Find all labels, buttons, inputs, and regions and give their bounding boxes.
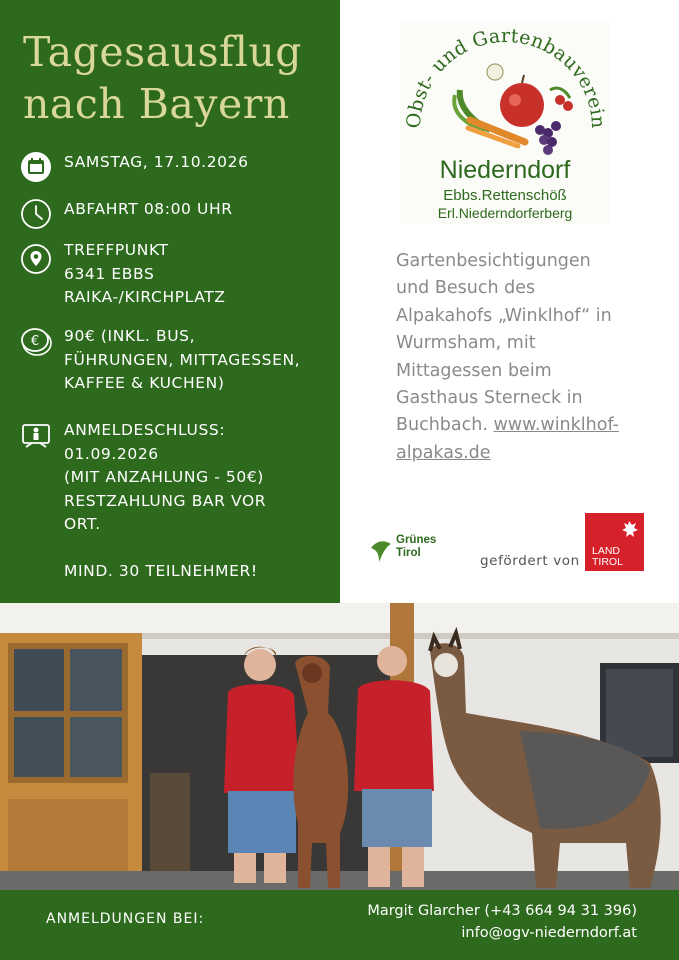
land-line-2: TIROL [592,556,623,568]
info-panel [0,0,340,603]
headline [23,26,302,130]
desc-line-2: und Besuch des [396,278,536,299]
gruenes-line-1: Grünes [396,534,437,546]
spacer [64,537,266,561]
location-pin-icon [20,243,52,275]
footer [0,890,679,960]
price-row [20,325,330,396]
price-line-1: 90€ (INKL. BUS, [64,327,196,345]
land-tirol-logo [585,513,644,571]
meeting-row [20,239,330,310]
calendar-icon [20,151,52,183]
date-text: SAMSTAG, 17.10.2026 [64,153,249,171]
meeting-line-2: 6341 EBBS [64,264,155,283]
desc-line-4: Wurmsham, mit [396,333,536,354]
price-line-2: FÜHRUNGEN, MITTAGESSEN, [64,350,301,369]
leaf-icon [371,541,391,562]
trip-description [396,248,646,467]
winklhof-link-cont[interactable]: alpakas.de [396,442,491,463]
desc-prefix: Buchbach. [396,415,494,436]
club-logo [400,20,610,224]
headline-line-2: nach Bayern [23,80,290,128]
date-row [20,151,330,183]
euro-coin-icon [20,325,52,357]
payment-note-2: ORT. [64,515,101,533]
deposit-note: (MIT ANZAHLUNG - 50€) [64,468,264,486]
desc-line-5: Mittagessen beim [396,360,552,381]
desc-line-1: Gartenbesichtigungen [396,251,591,271]
registration-row [20,419,330,584]
headline-line-1: Tagesausflug [23,28,302,76]
svg-text:€: € [30,334,40,349]
deadline-label: ANMELDESCHLUSS: [64,421,226,439]
desc-line-6: Gasthaus Sterneck in [396,388,583,409]
price-line-3: KAFFEE & KUCHEN) [64,374,225,392]
min-participants: MIND. 30 TEILNEHMER! [64,562,258,580]
registration-icon [20,419,52,451]
meeting-line-1: TREFFPUNKT [64,241,169,259]
contact-email[interactable]: info@ogv-niederndorf.at [461,925,637,941]
desc-line-8 [396,440,646,467]
desc-line-3: Alpakahofs „Winklhof“ in [396,305,612,326]
meeting-line-3: RAIKA-/KIRCHPLATZ [64,288,226,306]
logo-arc-text: Obst- und Gartenbauverein [402,24,610,130]
clock-icon [20,198,52,230]
deadline-date: 01.09.2026 [64,444,159,463]
alpaca-farm-photo [0,603,679,890]
departure-text: ABFAHRT 08:00 UHR [64,200,233,218]
contact-info [367,900,637,944]
departure-row [20,198,330,230]
winklhof-link[interactable]: www.winklhof- [493,415,619,436]
gruenes-tirol-logo [369,530,449,564]
logo-sub-2: Erl.Niederndorferberg [437,205,573,221]
desc-line-7 [396,412,646,439]
contact-name-phone: Margit Glarcher (+43 664 94 31 396) [367,903,637,919]
logo-name: Niederndorf [439,156,571,184]
logo-sub-1: Ebbs.Rettenschöß [443,187,567,204]
payment-note-1: RESTZAHLUNG BAR VOR [64,491,267,510]
registration-label: ANMELDUNGEN BEI: [46,911,205,927]
land-line-1: LAND [592,545,621,557]
funded-by-text: gefördert von [480,553,580,569]
gruenes-line-2: Tirol [396,547,421,559]
